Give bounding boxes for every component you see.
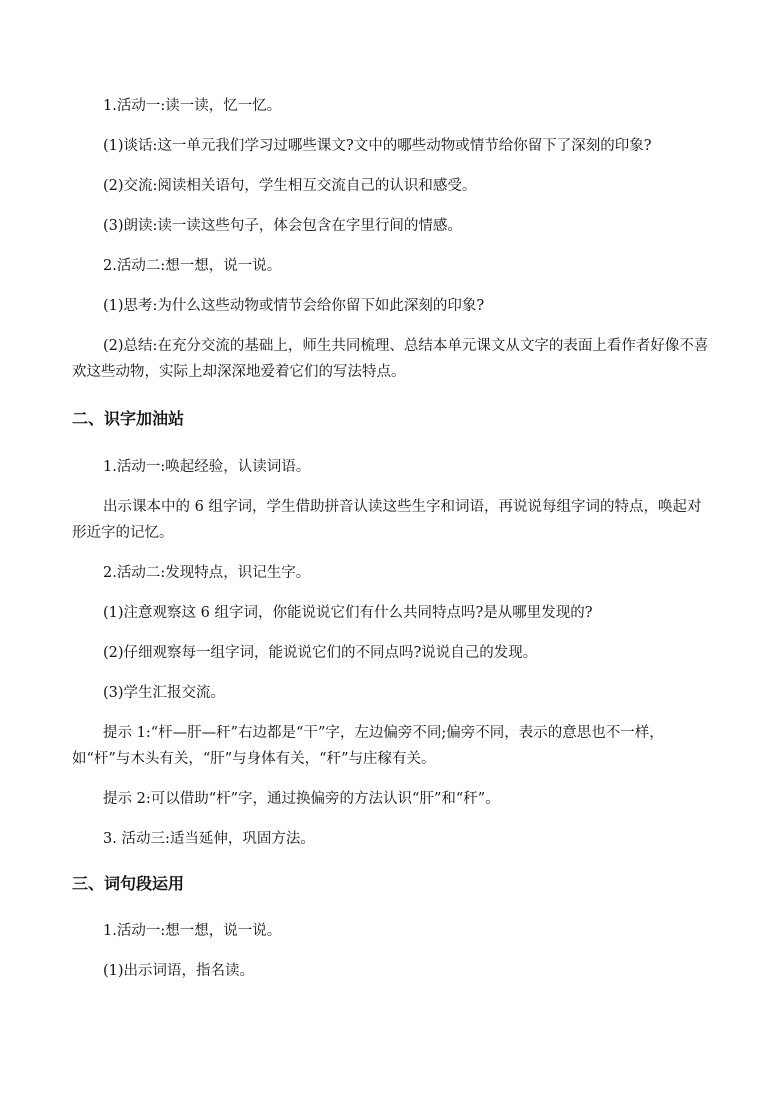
paragraph: 提示 2:可以借助“杆”字，通过换偏旁的方法认识“肝”和“秆”。 (103, 791, 500, 807)
paragraph: 1.活动一:想一想，说一说。 (103, 923, 282, 939)
section-heading: 三、词句段运用 (72, 874, 185, 893)
section-heading: 二、识字加油站 (72, 409, 185, 428)
paragraph: (1)注意观察这 6 组字词，你能说说它们有什么共同特点吗?是从哪里发现的? (103, 605, 593, 621)
paragraph: 2.活动二:发现特点，识记生字。 (103, 565, 311, 581)
paragraph: 2.活动二:想一想，说一说。 (103, 258, 282, 274)
paragraph: (1)思考:为什么这些动物或情节会给你留下如此深刻的印象? (103, 298, 485, 314)
paragraph: (2)仔细观察每一组字词，能说说它们的不同点吗?说说自己的发现。 (103, 645, 538, 661)
paragraph: (2)总结:在充分交流的基础上，师生共同梳理、总结本单元课文从文字的表面上看作者好像不喜欢这些动物，实际上却深深地爱着它们的写法特点。 (72, 338, 709, 380)
paragraph: (1)出示词语，指名读。 (103, 963, 255, 979)
paragraph: 提示 1:“杆—肝—秆”右边都是“干”字，左边偏旁不同;偏旁不同，表示的意思也不一样，如“杆”与木头有关，“肝”与身体有关，“秆”与庄稼有关。 (72, 725, 664, 767)
paragraph: (3)学生汇报交流。 (103, 685, 226, 701)
paragraph: 出示课本中的 6 组字词，学生借助拼音认读这些生字和词语，再说说每组字词的特点，唤起对形近字的记忆。 (72, 499, 702, 541)
paragraph: (1)谈话:这一单元我们学习过哪些课文?文中的哪些动物或情节给你留下了深刻的印象? (103, 138, 652, 154)
paragraph: 1.活动一:读一读，忆一忆。 (103, 98, 282, 114)
paragraph: (3)朗读:读一读这些句子，体会包含在字里行间的情感。 (103, 218, 462, 234)
paragraph: 1.活动一:唤起经验，认读词语。 (103, 459, 311, 475)
paragraph: 3. 活动三:适当延伸，巩固方法。 (103, 831, 315, 847)
paragraph: (2)交流:阅读相关语句，学生相互交流自己的认识和感受。 (103, 178, 477, 194)
